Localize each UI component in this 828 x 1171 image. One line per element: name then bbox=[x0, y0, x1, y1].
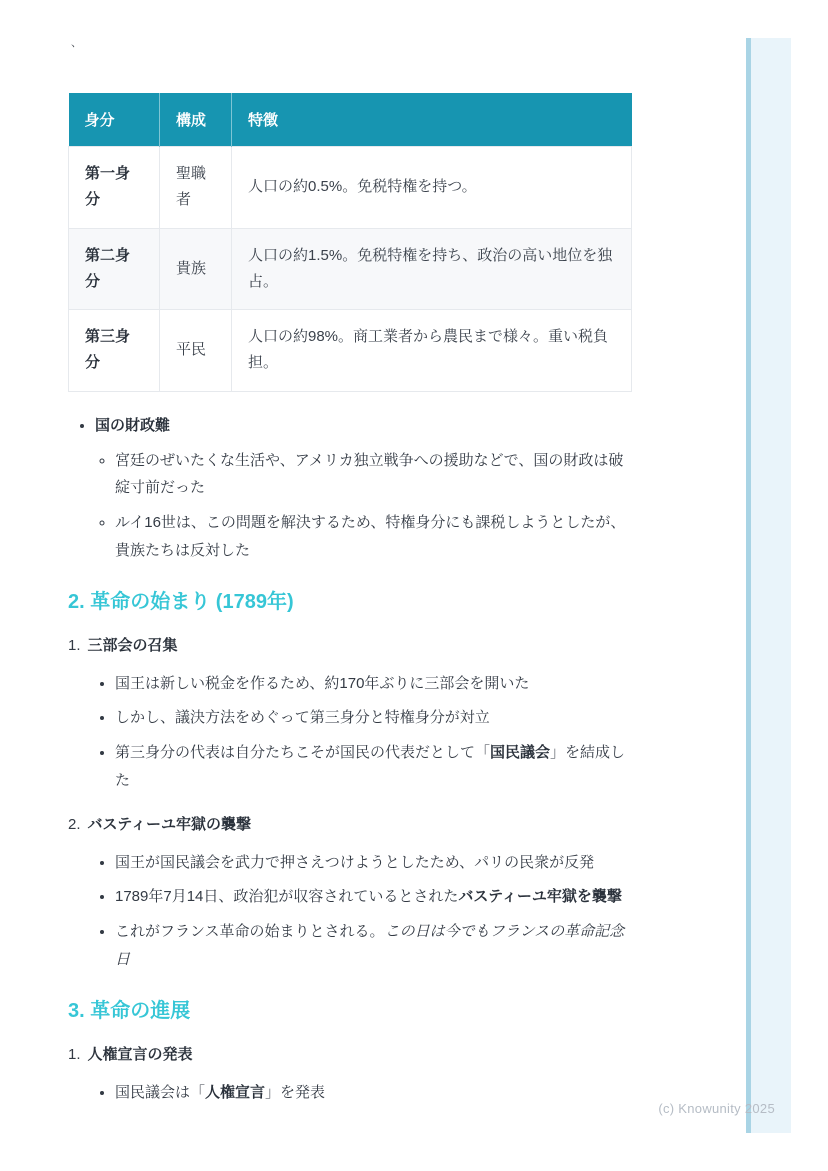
list-item bbox=[115, 739, 634, 795]
ordered-item-title: バスティーユ牢獄の襲撃 bbox=[87, 815, 252, 833]
table-cell-group: 聖職者 bbox=[160, 147, 232, 229]
bullet-text: 国王が国民議会を武力で押さえつけようとしたため、パリの民衆が反発 bbox=[115, 853, 595, 871]
bullet-text: 国王は新しい税金を作るため、約170年ぶりに三部会を開いた bbox=[115, 674, 530, 692]
ordered-item-estates-general bbox=[68, 634, 634, 795]
list-item bbox=[115, 849, 634, 877]
list-item bbox=[115, 883, 634, 911]
list-item bbox=[115, 670, 634, 698]
bullet-bold-text: 国民議会 bbox=[490, 744, 551, 762]
estates-table bbox=[68, 93, 632, 392]
bullet-bold-text: 人権宣言 bbox=[205, 1083, 266, 1101]
bullet-text: 」を発表 bbox=[265, 1083, 326, 1101]
bullet-text: 国民議会は「 bbox=[115, 1083, 206, 1101]
ordered-item-header bbox=[68, 813, 634, 837]
table-header-group: 構成 bbox=[160, 93, 232, 147]
bullet-text: 」を結成した bbox=[115, 744, 626, 789]
table-row bbox=[69, 228, 632, 310]
bullet-list bbox=[68, 849, 634, 974]
ordered-item-bastille bbox=[68, 813, 634, 974]
ordered-item-number: 1. bbox=[68, 1045, 81, 1063]
table-cell-desc: 人口の約0.5%。免税特権を持つ。 bbox=[232, 147, 632, 229]
right-highlight-bar bbox=[746, 38, 791, 1133]
document-content bbox=[68, 93, 634, 1106]
table-cell-group: 平民 bbox=[160, 310, 232, 392]
bullet-text: これがフランス革命の始まりとされる。 bbox=[115, 923, 385, 941]
section-heading-revolution-start: 2. 革命の始まり (1789年) bbox=[68, 590, 294, 613]
bullet-bold-text: バスティーユ牢獄を襲撃 bbox=[458, 888, 622, 906]
bullet-text: 1789年7月14日、政治犯が収容されているとされた bbox=[115, 888, 459, 906]
finance-difficulty-title: 国の財政難 bbox=[95, 416, 171, 434]
table-cell-rank: 第二身分 bbox=[69, 228, 160, 310]
bullet-list bbox=[68, 670, 634, 795]
bullet-italic-text: この日は今でもフランスの革命記念日 bbox=[115, 923, 625, 968]
ordered-item-title: 人権宣言の発表 bbox=[87, 1045, 193, 1063]
list-item bbox=[115, 704, 634, 732]
ordered-item-number: 1. bbox=[68, 636, 81, 654]
section-heading-revolution-progress: 3. 革命の進展 bbox=[68, 999, 191, 1022]
table-cell-group: 貴族 bbox=[160, 228, 232, 310]
list-item: ◦ 宮廷のぜいたくな生活や、アメリカ独立戦争への援助などで、国の財政は破綻寸前だった bbox=[115, 447, 634, 503]
bullet-text: 第三身分の代表は自分たちこそが国民の代表だとして「 bbox=[115, 744, 491, 762]
table-row bbox=[69, 147, 632, 229]
finance-difficulty-sublist bbox=[95, 447, 634, 565]
table-cell-desc: 人口の約1.5%。免税特権を持ち、政治の高い地位を独占。 bbox=[232, 228, 632, 310]
table-cell-desc: 人口の約98%。商工業者から農民まで様々。重い税負担。 bbox=[232, 310, 632, 392]
ordered-item-header bbox=[68, 634, 634, 658]
table-header-rank: 身分 bbox=[69, 93, 160, 147]
copyright-watermark: (c) Knowunity 2025 bbox=[658, 1101, 775, 1116]
ordered-item-header bbox=[68, 1043, 634, 1067]
list-item bbox=[95, 412, 634, 565]
list-item: ◦ ルイ16世は、この問題を解決するため、特権身分にも課税しようとしたが、貴族たちは反対した bbox=[115, 509, 634, 565]
ordered-item-declaration bbox=[68, 1043, 634, 1107]
bullet-text: しかし、議決方法をめぐって第三身分と特権身分が対立 bbox=[115, 709, 490, 727]
table-row bbox=[69, 310, 632, 392]
stray-comma-mark: 、 bbox=[71, 37, 82, 49]
table-header-desc: 特徴 bbox=[232, 93, 632, 147]
table-cell-rank: 第一身分 bbox=[69, 147, 160, 229]
table-cell-rank: 第三身分 bbox=[69, 310, 160, 392]
ordered-item-number: 2. bbox=[68, 815, 81, 833]
ordered-item-title: 三部会の召集 bbox=[87, 636, 178, 654]
list-item bbox=[115, 918, 634, 974]
finance-difficulty-list bbox=[68, 412, 634, 565]
table-header-row bbox=[69, 93, 632, 147]
